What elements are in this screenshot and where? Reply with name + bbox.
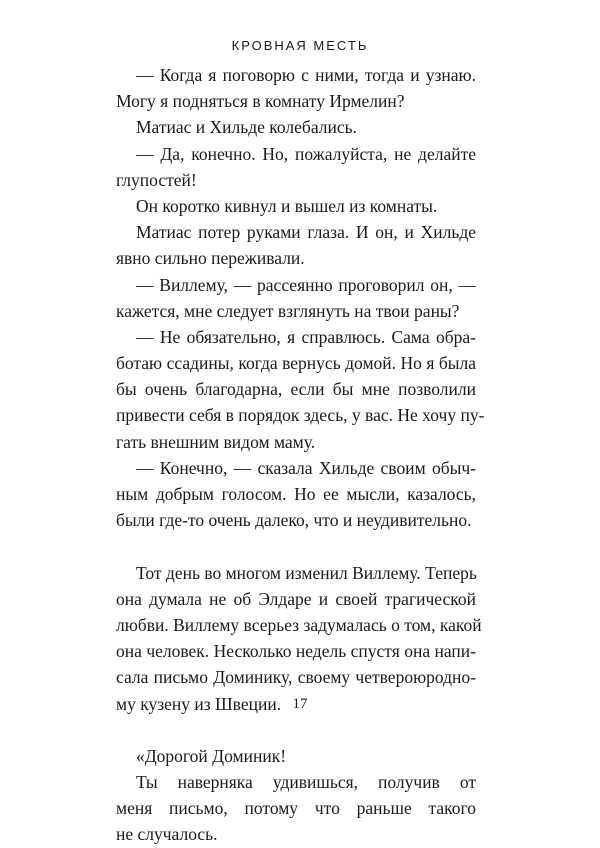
- text-line: Матиас потер руками глаза. И он, и Хильде: [136, 222, 476, 243]
- text-line: сала письмо Доминику, своему четвероюродно-: [116, 667, 476, 688]
- text-line: она человек. Несколько недель спустя она напи-: [116, 641, 476, 662]
- text-line: глупостей!: [116, 169, 197, 190]
- text-line: ботаю ссадины, когда вернусь домой. Но я была: [116, 353, 476, 374]
- text-line: — Конечно, — сказала Хильде своим обыч-: [136, 457, 476, 478]
- text-line: она думала не об Элдаре и своей трагической: [116, 588, 476, 609]
- paragraph-gap: [116, 533, 476, 559]
- text-line: Ты наверняка удивишься, получив от: [136, 772, 476, 793]
- text-line: — Да, конечно. Но, пожалуйста, не делайте: [136, 143, 476, 164]
- text-line: му кузену из Швеции.: [116, 693, 282, 714]
- text-line: «Дорогой Доминик!: [136, 745, 287, 766]
- text-line: любви. Виллему всерьез задумалась о том, какой: [116, 614, 482, 635]
- text-line: — Виллему, — рассеянно проговорил он, —: [136, 274, 476, 295]
- text-line: были где-то очень далеко, что и неудивительно.: [116, 510, 472, 531]
- text-line: меня письмо, потому что раньше такого: [116, 798, 476, 819]
- text-line: — Не обязательно, я справлюсь. Сама обра-: [136, 326, 476, 347]
- text-line: кажется, мне следует взглянуть на твои раны?: [116, 300, 460, 321]
- text-line: гать внешним видом маму.: [116, 431, 316, 452]
- text-line: Он коротко кивнул и вышел из комнаты.: [136, 195, 438, 216]
- text-line: явно сильно переживали.: [116, 248, 305, 269]
- text-line: — Когда я поговорю с ними, тогда и узнаю.: [136, 65, 476, 85]
- text-line: привести себя в порядок здесь, у вас. Не хочу пу-: [116, 405, 485, 426]
- text-line: бы очень благодарна, если бы мне позволили: [116, 379, 476, 400]
- text-line: не случалось.: [116, 824, 218, 845]
- text-line: Могу я подняться в комнату Ирмелин?: [116, 91, 405, 112]
- text-line: Тот день во многом изменил Виллему. Теперь: [136, 562, 477, 583]
- running-header: КРОВНАЯ МЕСТЬ: [231, 38, 369, 53]
- paragraph-gap: [116, 717, 476, 743]
- text-line: ным добрым голосом. Но ее мысли, казалось,: [116, 484, 476, 504]
- text-line: Матиас и Хильде колебались.: [136, 117, 357, 138]
- body-text: [116, 62, 485, 848]
- page-number: 17: [292, 696, 308, 712]
